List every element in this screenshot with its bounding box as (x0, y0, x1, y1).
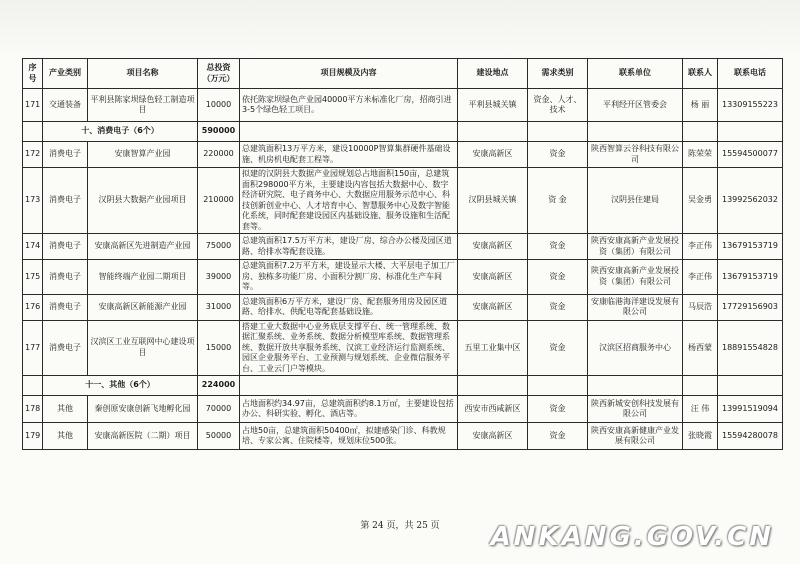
cell-investment: 70000 (198, 396, 240, 423)
cell-contact-unit: 安康临港海洋建设发展有限公司 (588, 294, 683, 320)
cell-phone: 15594500077 (718, 142, 783, 168)
section-row (23, 376, 783, 396)
cell-investment: 210000 (198, 168, 240, 234)
cell-industry: 交通装备 (43, 89, 88, 122)
cell-contact-person: 张晓霞 (683, 423, 718, 450)
cell-project-name: 智能终端产业园二期项目 (88, 260, 198, 295)
cell-scope: 占地面积约34.97亩，总建筑面积约8.1万㎡，主要建设包括办公、科研实验、孵化、酒店等。 (240, 396, 458, 423)
cell-contact-unit: 陕西智算云谷科技有限公司 (588, 142, 683, 168)
header-index: 序号 (23, 59, 43, 89)
cell-index: 178 (23, 396, 43, 423)
cell-index: 173 (23, 168, 43, 234)
section-blank (23, 122, 43, 142)
cell-contact-unit: 陕西新城安创科技发展有限公司 (588, 396, 683, 423)
cell-contact-unit: 陕西安康高新产业发展投资（集团）有限公司 (588, 234, 683, 260)
cell-location: 平利县城关镇 (458, 89, 528, 122)
table-header-row (23, 59, 783, 89)
cell-demand: 资 金 (528, 168, 588, 234)
investment-table (22, 58, 783, 450)
cell-phone: 13992562032 (718, 168, 783, 234)
header-scope: 项目规模及内容 (240, 59, 458, 89)
cell-demand: 资金 (528, 260, 588, 295)
section-total: 224000 (198, 376, 240, 396)
cell-contact-person: 杨 丽 (683, 89, 718, 122)
header-contact-unit: 联系单位 (588, 59, 683, 89)
cell-contact-unit: 汉阴县住建局 (588, 168, 683, 234)
cell-project-name: 平利县陈家坝绿色轻工制造项目 (88, 89, 198, 122)
cell-scope: 总建筑面积17.5万平方米，建设厂房、综合办公楼及园区道路、给排水等配套设施。 (240, 234, 458, 260)
cell-investment: 220000 (198, 142, 240, 168)
cell-contact-unit: 平利经开区管委会 (588, 89, 683, 122)
section-empty-cell (458, 122, 528, 142)
cell-contact-unit: 陕西安康高新健康产业发展有限公司 (588, 423, 683, 450)
cell-contact-unit: 汉滨区招商服务中心 (588, 320, 683, 376)
table-row (23, 168, 783, 234)
cell-index: 172 (23, 142, 43, 168)
table-row (23, 423, 783, 450)
cell-phone: 18891554828 (718, 320, 783, 376)
header-phone: 联系电话 (718, 59, 783, 89)
cell-project-name: 安康高新区新能源产业园 (88, 294, 198, 320)
cell-demand: 资金 (528, 396, 588, 423)
page-number: 第 24 页，共 25 页 (360, 521, 440, 531)
cell-index: 177 (23, 320, 43, 376)
cell-index: 175 (23, 260, 43, 295)
cell-location: 安康高新区 (458, 142, 528, 168)
header-demand: 需求类别 (528, 59, 588, 89)
section-empty-cell (718, 122, 783, 142)
cell-contact-person: 李正伟 (683, 260, 718, 295)
section-empty-cell (683, 122, 718, 142)
table-row (23, 294, 783, 320)
cell-investment: 50000 (198, 423, 240, 450)
cell-index: 179 (23, 423, 43, 450)
header-investment: 总投资（万元） (198, 59, 240, 89)
top-shadow (0, 0, 800, 60)
cell-investment: 31000 (198, 294, 240, 320)
section-empty-cell (458, 376, 528, 396)
section-empty-cell (240, 122, 458, 142)
section-empty-cell (588, 376, 683, 396)
cell-demand: 资金、人才、技术 (528, 89, 588, 122)
section-empty-cell (240, 376, 458, 396)
cell-contact-person: 陈荣荣 (683, 142, 718, 168)
cell-project-name: 秦创原安康创新飞地孵化园 (88, 396, 198, 423)
cell-demand: 资金 (528, 234, 588, 260)
cell-scope: 依托陈家坝绿色产业园40000平方米标准化厂房，招商引进3-5个绿色轻工项目。 (240, 89, 458, 122)
cell-project-name: 安康智算产业园 (88, 142, 198, 168)
cell-scope: 总建筑面积6万平方米，建设厂房、配套服务用房及园区道路、给排水、供配电等配套基础设施。 (240, 294, 458, 320)
header-contact-person: 联系人 (683, 59, 718, 89)
section-total: 590000 (198, 122, 240, 142)
cell-industry: 消费电子 (43, 320, 88, 376)
header-project-name: 项目名称 (88, 59, 198, 89)
cell-scope: 占地50亩，总建筑面积50400㎡，拟建感染门诊、科教规培、专家公寓、住院楼等，规划床位500张。 (240, 423, 458, 450)
cell-investment: 10000 (198, 89, 240, 122)
section-empty-cell (528, 376, 588, 396)
cell-index: 176 (23, 294, 43, 320)
cell-phone: 13679153719 (718, 234, 783, 260)
cell-industry: 消费电子 (43, 260, 88, 295)
cell-industry: 其他 (43, 396, 88, 423)
cell-contact-unit: 陕西安康高新产业发展投资（集团）有限公司 (588, 260, 683, 295)
section-title: 十、消费电子（6个） (43, 122, 198, 142)
cell-investment: 75000 (198, 234, 240, 260)
table-row (23, 142, 783, 168)
cell-scope: 搭建工业大数据中心业务底层支撑平台、统一管理系统、数据汇聚系统、业务系统、数据分析模型库系统、数据管理系统、数据开放共享服务系统、汉滨工业经济运行监测系统、园区企业服务平台、工业预测与规划系统、企业微信服务平台、工业云门户等模块。 (240, 320, 458, 376)
cell-demand: 资金 (528, 142, 588, 168)
section-empty-cell (683, 376, 718, 396)
cell-phone: 15594280078 (718, 423, 783, 450)
cell-location: 汉阴县城关镇 (458, 168, 528, 234)
cell-demand: 资金 (528, 423, 588, 450)
section-title: 十一、其他（6个） (43, 376, 198, 396)
header-industry: 产业类别 (43, 59, 88, 89)
cell-scope: 总建筑面积7.2万平方米，建设显示大楼、大平层电子加工厂房、独栋多功能厂房、小面积分割厂房、标准化生产车间等。 (240, 260, 458, 295)
cell-scope: 总建筑面积13万平方米，建设10000P智算集群硬件基础设施、机房机电配套工程等。 (240, 142, 458, 168)
cell-industry: 其他 (43, 423, 88, 450)
table-row (23, 396, 783, 423)
cell-project-name: 安康高新医院（二期）项目 (88, 423, 198, 450)
section-row (23, 122, 783, 142)
cell-investment: 15000 (198, 320, 240, 376)
section-empty-cell (588, 122, 683, 142)
cell-contact-person: 马辰浩 (683, 294, 718, 320)
cell-phone: 13679153719 (718, 260, 783, 295)
cell-index: 171 (23, 89, 43, 122)
header-location: 建设地点 (458, 59, 528, 89)
cell-location: 安康高新区 (458, 234, 528, 260)
table-row (23, 320, 783, 376)
watermark-logo-text: ANKANG.GOV.CN (490, 522, 774, 552)
cell-industry: 消费电子 (43, 168, 88, 234)
table-row (23, 260, 783, 295)
cell-industry: 消费电子 (43, 142, 88, 168)
cell-contact-person: 汪 伟 (683, 396, 718, 423)
cell-location: 西安市西咸新区 (458, 396, 528, 423)
cell-phone: 17729156903 (718, 294, 783, 320)
cell-location: 安康高新区 (458, 423, 528, 450)
cell-investment: 39000 (198, 260, 240, 295)
table-row (23, 89, 783, 122)
cell-location: 五里工业集中区 (458, 320, 528, 376)
cell-contact-person: 杨西蒙 (683, 320, 718, 376)
cell-project-name: 汉阴县大数据产业园项目 (88, 168, 198, 234)
cell-location: 安康高新区 (458, 260, 528, 295)
cell-project-name: 汉滨区工业互联网中心建设项目 (88, 320, 198, 376)
cell-index: 174 (23, 234, 43, 260)
cell-project-name: 安康高新区先进制造产业园 (88, 234, 198, 260)
section-blank (23, 376, 43, 396)
cell-demand: 资金 (528, 294, 588, 320)
cell-demand: 资金 (528, 320, 588, 376)
section-empty-cell (528, 122, 588, 142)
cell-phone: 13991519094 (718, 396, 783, 423)
cell-phone: 13309155223 (718, 89, 783, 122)
cell-industry: 消费电子 (43, 234, 88, 260)
table-row (23, 234, 783, 260)
cell-contact-person: 李正伟 (683, 234, 718, 260)
cell-industry: 消费电子 (43, 294, 88, 320)
cell-scope: 拟建的汉阴县大数据产业园规划总占地面积150亩，总建筑面积298000平方米，主要建设内容包括大数据中心、数字经济研究院、电子商务中心、大数据应用服务示范中心、科技创新创业中心、人才培育中心、智慧服务中心及数字智能化系统，同时配套建设园区内基础设施、服务设施和生活配套等。 (240, 168, 458, 234)
section-empty-cell (718, 376, 783, 396)
cell-contact-person: 吴金勇 (683, 168, 718, 234)
cell-location: 安康高新区 (458, 294, 528, 320)
